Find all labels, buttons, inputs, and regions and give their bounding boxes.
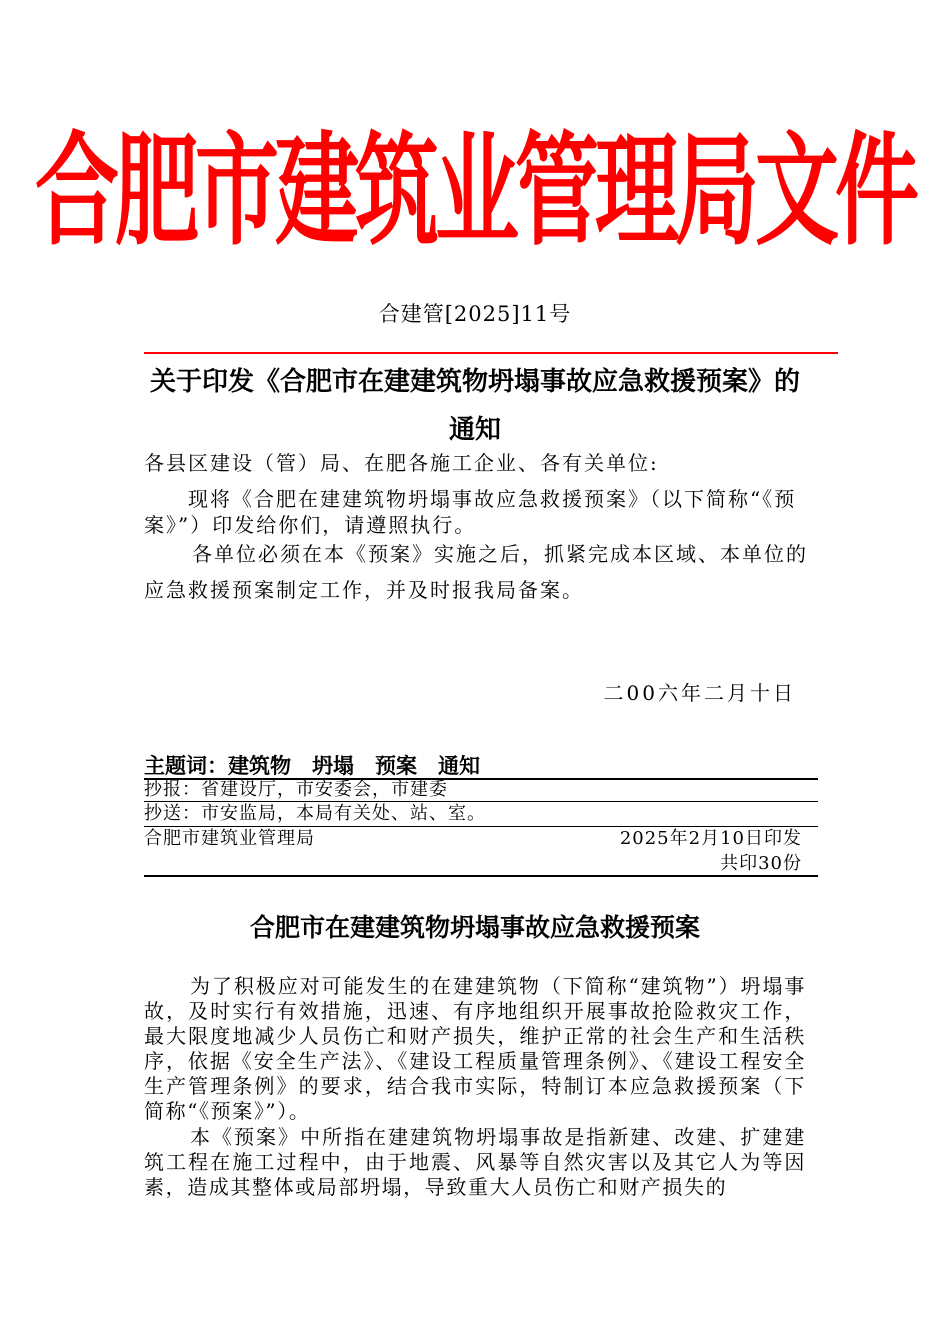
plan-paragraph: 本《预案》中所指在建建筑物坍塌事故是指新建、改建、扩建建筑工程在施工过程中，由于地震、风暴等自然灾害以及其它人为等因素，造成其整体或局部坍塌，导致重大人员伤亡和财产损失的 xyxy=(144,1125,806,1199)
keywords: 主题词：建筑物 坍塌 预案 通知 xyxy=(144,754,480,778)
plan-paragraph: 为了积极应对可能发生的在建建筑物（下简称“建筑物”）坍塌事故，及时实行有效措施，迅速、有序地组织开展事故抢险救灾工作，最大限度地减少人员伤亡和财产损失，维护正常的社会生产和生活秩序，依据《安全生产法》、《建设工程质量管理条例》、《建设工程安全生产管理条例》的要求，结合我市实际，特制订本应急救援预案（下简称“《预案》”）。 xyxy=(144,974,806,1123)
addressee: 各县区建设（管）局、在肥各施工企业、各有关单位: xyxy=(144,451,659,475)
plan-title: 合肥市在建建筑物坍塌事故应急救援预案 xyxy=(249,913,700,942)
issuer: 合肥市建筑业管理局 xyxy=(144,828,315,849)
notice-title: 关于印发《合肥市在建建筑物坍塌事故应急救援预案》的通知 xyxy=(149,367,800,445)
document-header-title: 合肥市建筑业管理局文件 xyxy=(34,119,915,262)
cc-report: 抄报：省建设厅，市安委会，市建委 xyxy=(144,779,448,800)
notice-paragraph: 各单位必须在本《预案》实施之后，抓紧完成本区域、本单位的应急救援预案制定工作，并及时报我局备案。 xyxy=(144,542,808,602)
cc-send: 抄送：市安监局，本局有关处、站、室。 xyxy=(144,803,486,824)
footer-rule xyxy=(144,875,818,877)
copies: 共印30份 xyxy=(720,853,802,874)
document-number: 合建管[2025]11号 xyxy=(378,302,572,326)
red-divider xyxy=(144,352,838,354)
notice-date: 二00六年二月十日 xyxy=(603,681,796,705)
issue-date: 2025年2月10日印发 xyxy=(619,828,802,849)
notice-paragraph: 现将《合肥在建建筑物坍塌事故应急救援预案》（以下简称“《预案》”）印发给你们，请遵照执行。 xyxy=(144,487,797,537)
